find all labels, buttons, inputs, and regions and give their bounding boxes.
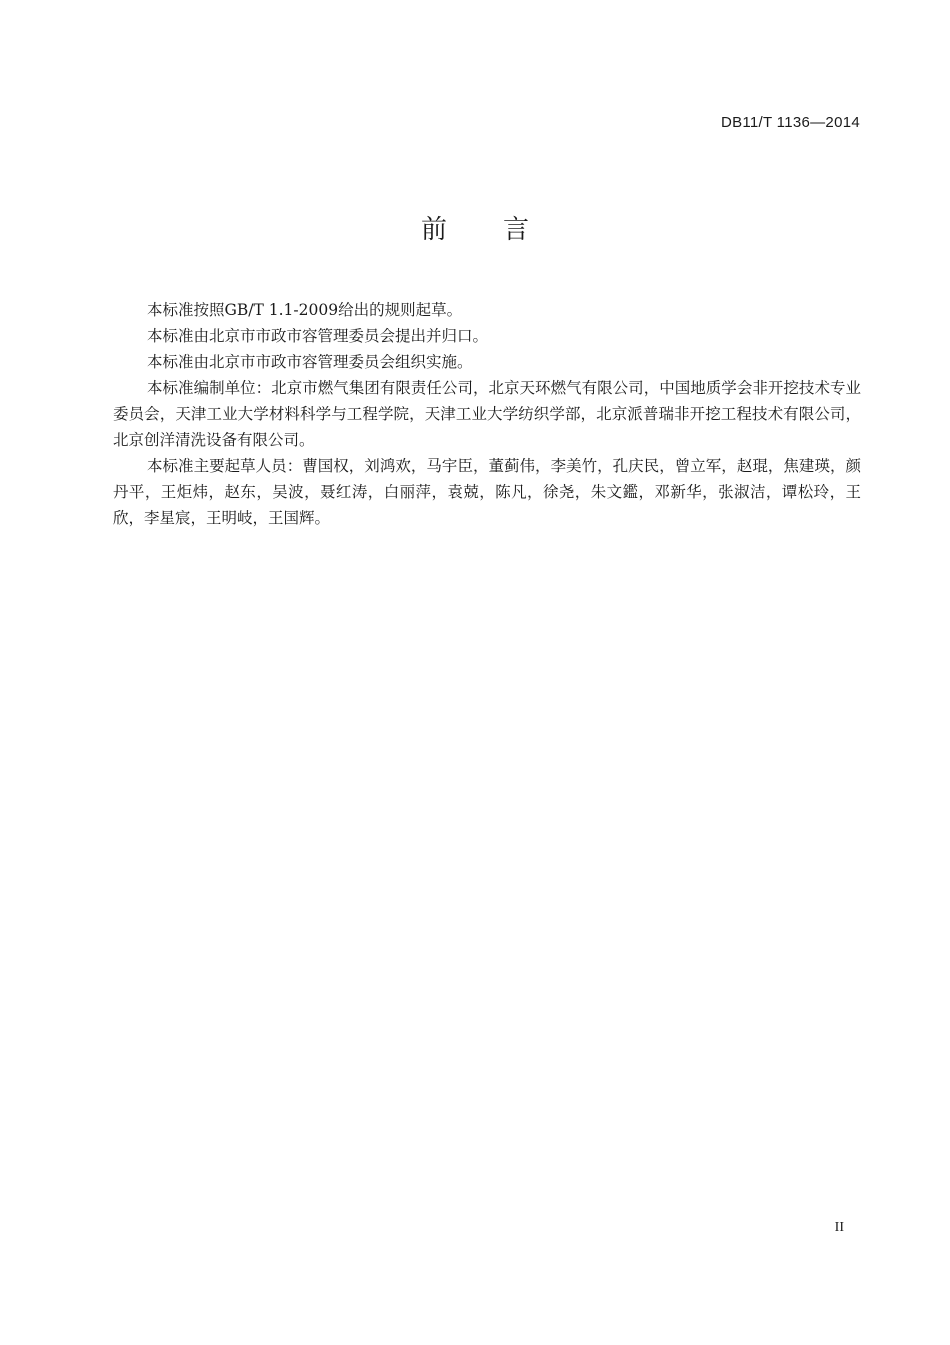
paragraph-implementer: 本标准由北京市市政市容管理委员会组织实施。	[147, 353, 473, 371]
paragraph-proposer: 本标准由北京市市政市容管理委员会提出并归口。	[147, 327, 489, 345]
document-code: DB11/T 1136—2014	[720, 114, 860, 131]
paragraph-drafting-units: 本标准编制单位：北京市燃气集团有限责任公司，北京天环燃气有限公司，中国地质学会非开挖技术专业委员会，天津工业大学材料科学与工程学院，天津工业大学纺织学部，北京派普瑞非开挖工程技术有限公司，北京创洋清洗设备有限公司。	[113, 379, 861, 449]
paragraph-drafting-rules: 本标准按照GB/T 1.1-2009给出的规则起草。	[147, 301, 463, 319]
page-number: II	[834, 1220, 844, 1235]
foreword-body	[113, 297, 861, 531]
paragraph-drafters: 本标准主要起草人员：曹国权，刘鸿欢，马宇臣，董蓟伟，李美竹，孔庆民，曾立军，赵琨，焦建瑛，颜丹平，王炬炜，赵东，吴波，聂红涛，白丽萍，袁兢，陈凡，徐尧，朱文鑑，邓新华，张淑洁，谭松玲，王欣，李星宸，王明岐，王国辉。	[113, 457, 861, 527]
section-title: 前言	[420, 215, 585, 245]
